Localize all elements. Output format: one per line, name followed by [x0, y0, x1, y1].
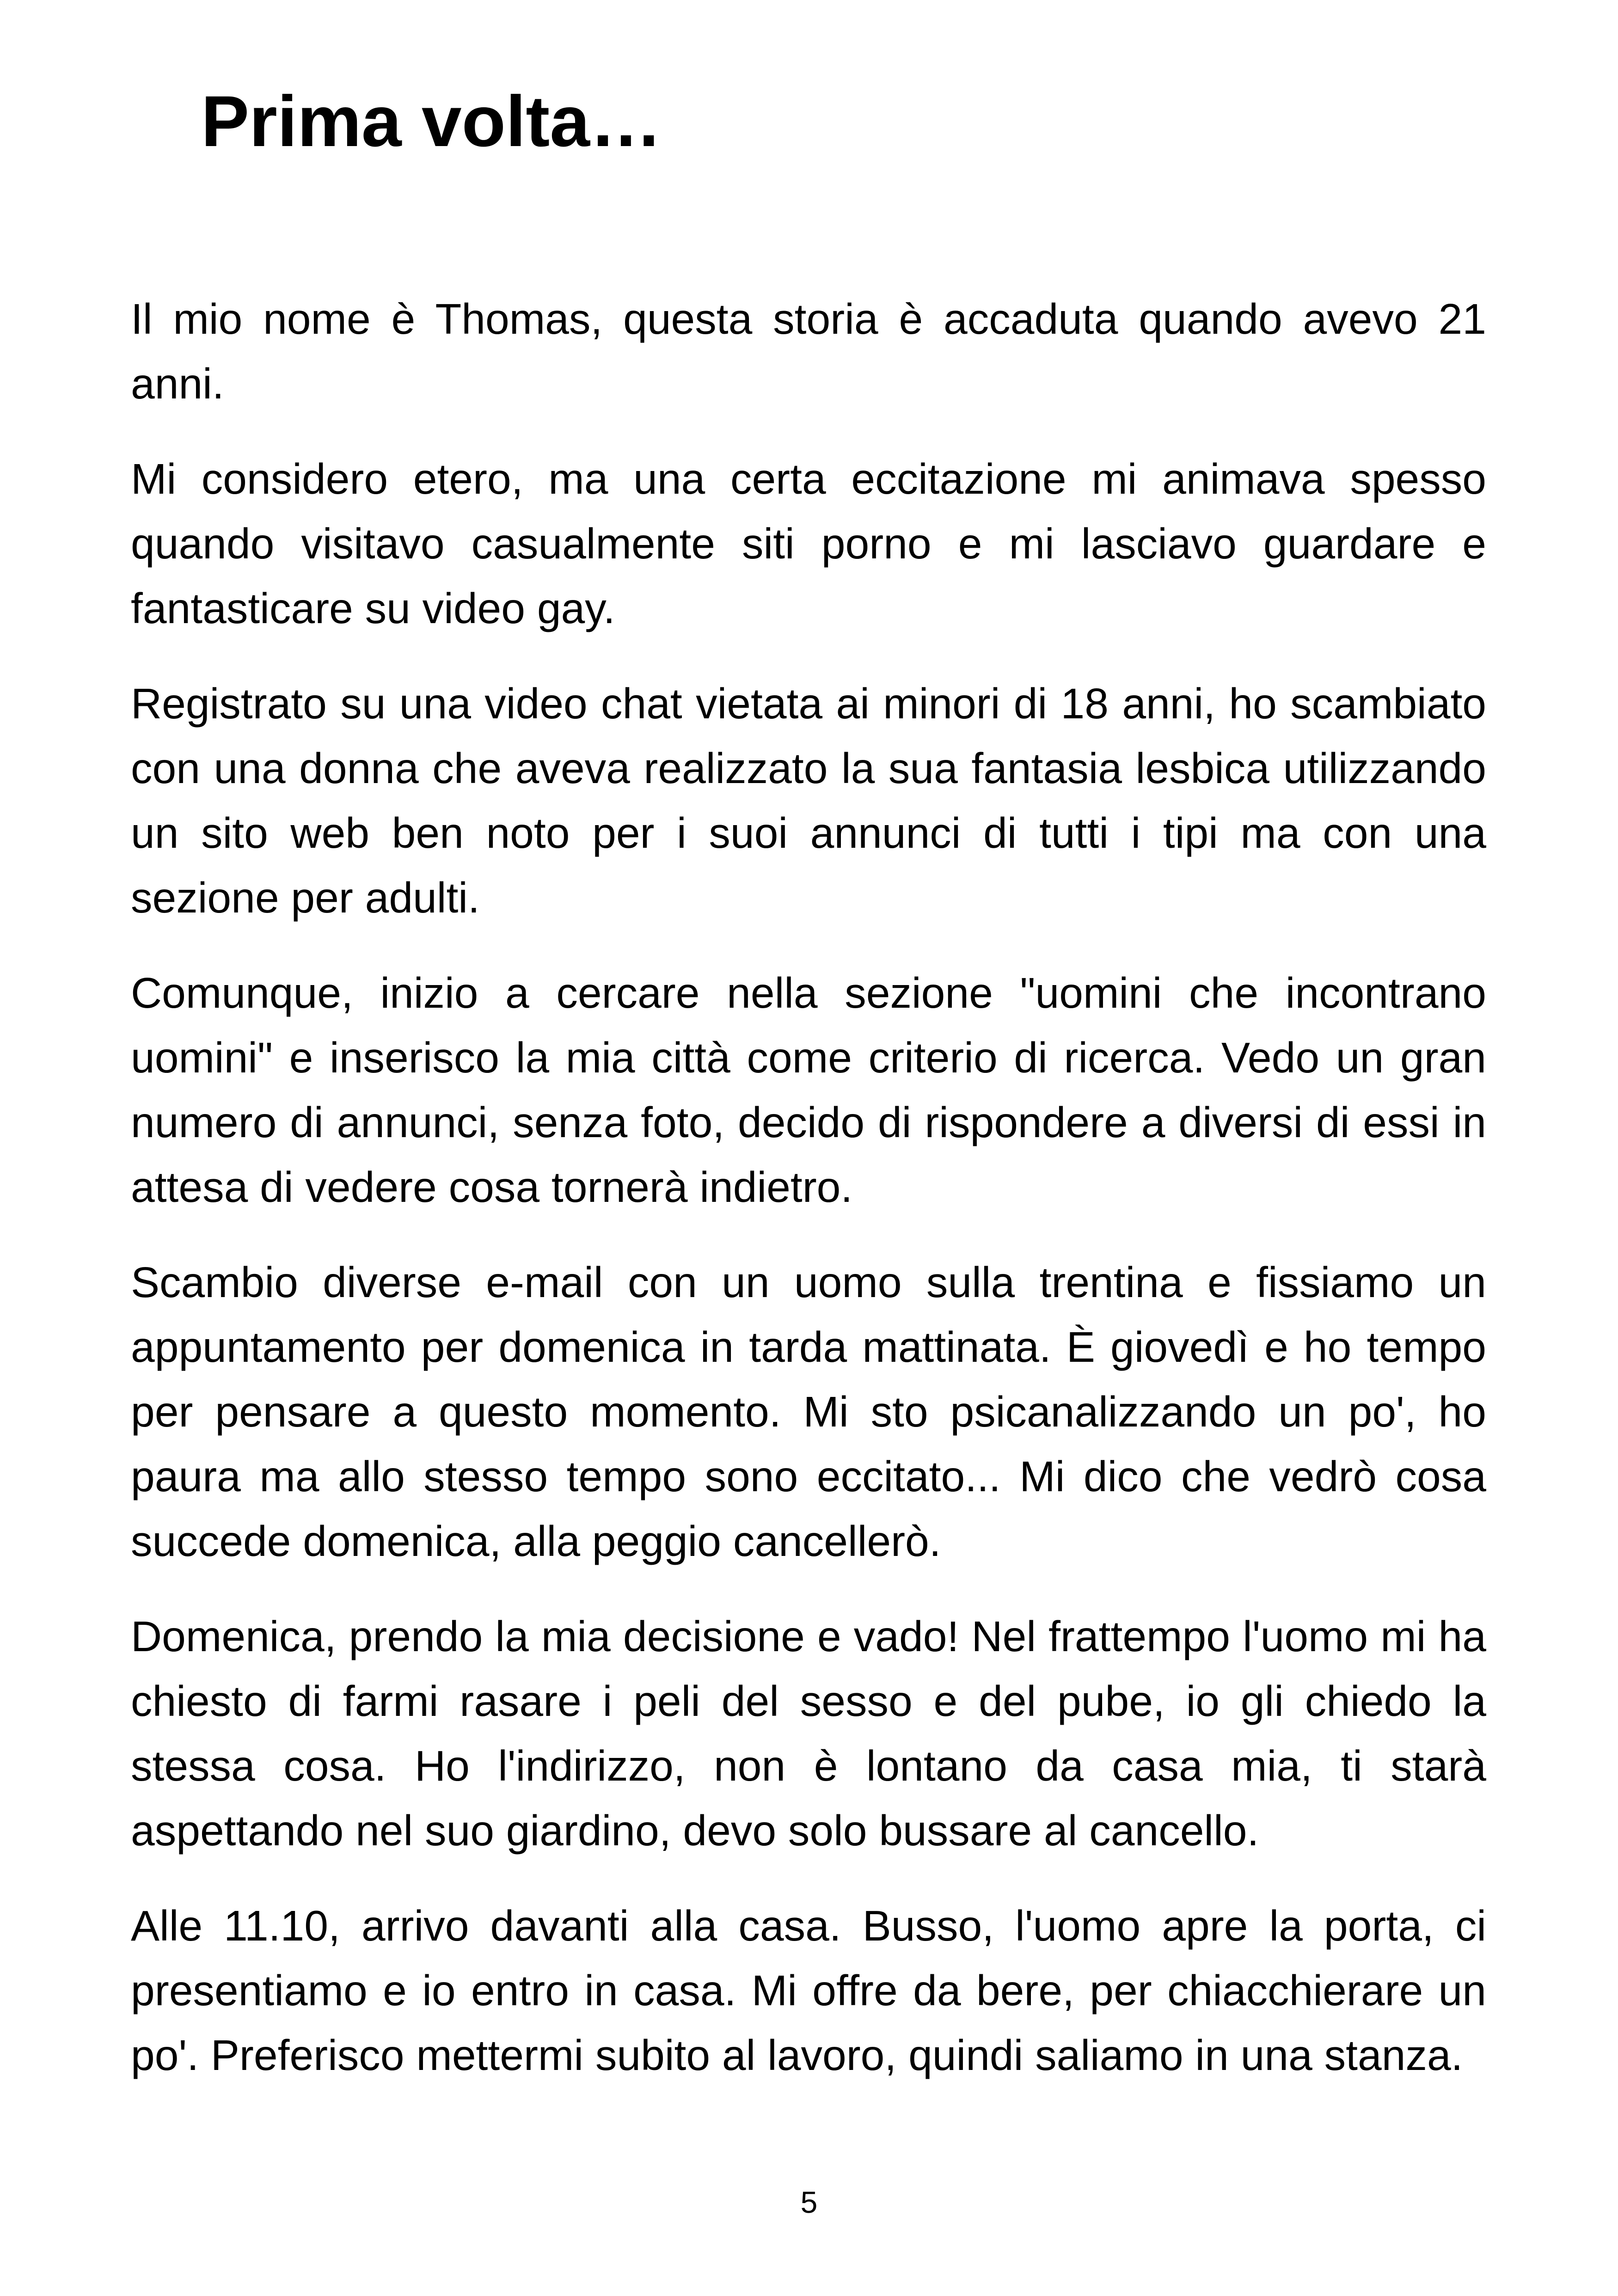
- paragraph-3: Registrato su una video chat vietata ai minori di 18 anni, ho scambiato con una donna che aveva realizzato la sua fantasia lesbica utilizzando un sito web ben noto per i suoi annunci di tutti i tipi ma con una sezione per adulti.: [131, 680, 1486, 922]
- page-number: 5: [800, 2185, 818, 2219]
- paragraph-2: Mi considero etero, ma una certa eccitazione mi animava spesso quando visitavo casualmente siti porno e mi lasciavo guardare e fantasticare su video gay.: [131, 455, 1486, 632]
- paragraph-4: Comunque, inizio a cercare nella sezione "uomini che incontrano uomini" e inserisco la mia città come criterio di ricerca. Vedo un gran numero di annunci, senza foto, decido di rispondere a diversi di essi in attesa di vedere cosa tornerà indietro.: [131, 969, 1486, 1211]
- paragraph-6: Domenica, prendo la mia decisione e vado! Nel frattempo l'uomo mi ha chiesto di farmi rasare i peli del sesso e del pube, io gli chiedo la stessa cosa. Ho l'indirizzo, non è lontano da casa mia, ti starà aspettando nel suo giardino, devo solo bussare al cancello.: [131, 1612, 1486, 1855]
- chapter-title: Prima volta…: [201, 81, 662, 162]
- body-text: [131, 287, 1486, 2118]
- paragraph-5: Scambio diverse e-mail con un uomo sulla trentina e fissiamo un appuntamento per domenica in tarda mattinata. È giovedì e ho tempo per pensare a questo momento. Mi sto psicanalizzando un po', ho paura ma allo stesso tempo sono eccitato... Mi dico che vedrò cosa succede domenica, alla peggio cancellerò.: [131, 1258, 1486, 1565]
- paragraph-7: Alle 11.10, arrivo davanti alla casa. Busso, l'uomo apre la porta, ci presentiamo e io entro in casa. Mi offre da bere, per chiacchierare un po'. Preferisco mettermi subito al lavoro, quindi saliamo in una stanza.: [131, 1902, 1486, 2079]
- paragraph-1: Il mio nome è Thomas, questa storia è accaduta quando avevo 21 anni.: [131, 295, 1486, 408]
